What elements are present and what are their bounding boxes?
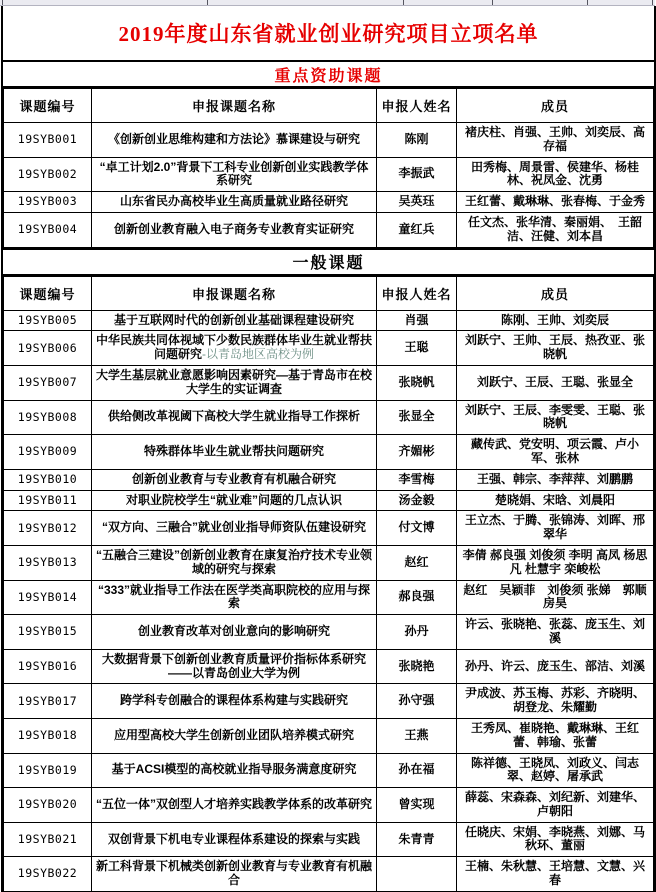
project-row: [4, 123, 654, 158]
project-code-cell: 19SYB008: [4, 400, 92, 435]
project-name-cell: 基于ACSI模型的高校就业指导服务满意度研究: [92, 753, 377, 788]
project-code-cell: 19SYB011: [4, 490, 92, 511]
members-cell: 李倩 郝良强 刘俊须 李明 高凤 杨思凡 杜慧宇 栾峻松: [457, 545, 654, 580]
members-cell: 孙丹、许云、庞玉生、部洁、刘溪: [457, 649, 654, 684]
applicant-cell: 李雪梅: [377, 469, 457, 490]
applicant-cell: 孙丹: [377, 615, 457, 650]
project-code-cell: 19SYB010: [4, 469, 92, 490]
project-row: [4, 580, 654, 615]
column-header: 申报课题名称: [92, 276, 377, 310]
column-header: 申报课题名称: [92, 89, 377, 123]
project-row: [4, 753, 654, 788]
project-name-cell: “五位一体”双创型人才培养实践教学体系的改革研究: [92, 788, 377, 823]
applicant-cell: 朱青青: [377, 822, 457, 857]
members-cell: 王立杰、于腾、张锦涛、刘晖、邢翠华: [457, 511, 654, 546]
project-name-cell: 大数据背景下创新创业教育质量评价指标体系研究——以青岛创业大学为例: [92, 649, 377, 684]
project-row: [4, 545, 654, 580]
project-name-cell: 创新创业教育融入电子商务专业教育实证研究: [92, 212, 377, 247]
project-section: [3, 60, 654, 248]
members-cell: 刘跃宁、王帅、王辰、热孜亚、张晓帆: [457, 331, 654, 366]
project-list-document: [1, 6, 656, 892]
applicant-cell: 郝良强: [377, 580, 457, 615]
project-row: [4, 511, 654, 546]
column-header: 申报人姓名: [377, 276, 457, 310]
project-name-cell: 应用型高校大学生创新创业团队培养模式研究: [92, 718, 377, 753]
members-cell: 褚庆柱、肖强、王帅、刘奕辰、高存福: [457, 123, 654, 158]
project-row: [4, 310, 654, 331]
project-row: [4, 857, 654, 892]
column-header: 成员: [457, 89, 654, 123]
members-cell: 许云、张晓艳、张蕊、庞玉生、刘溪: [457, 615, 654, 650]
project-name-cell: 跨学科专创融合的课程体系构建与实践研究: [92, 684, 377, 719]
project-code-cell: 19SYB022: [4, 857, 92, 892]
project-row: [4, 822, 654, 857]
column-header: 成员: [457, 276, 654, 310]
project-name-cell: 山东省民办高校毕业生高质量就业路径研究: [92, 192, 377, 213]
table-body: [4, 310, 654, 891]
project-row: [4, 684, 654, 719]
project-row: [4, 400, 654, 435]
project-name-cell: 双创背景下机电专业课程体系建设的探索与实践: [92, 822, 377, 857]
applicant-cell: 汤金毅: [377, 490, 457, 511]
table-border-tick: [403, 0, 404, 5]
table-border-tick: [492, 0, 493, 5]
applicant-cell: 李振武: [377, 157, 457, 192]
project-row: [4, 469, 654, 490]
applicant-cell: 童红兵: [377, 212, 457, 247]
project-code-cell: 19SYB001: [4, 123, 92, 158]
project-row: [4, 649, 654, 684]
project-name-cell: 特殊群体毕业生就业帮扶问题研究: [92, 435, 377, 470]
members-cell: 王强、韩宗、李萍萍、刘鹏鹏: [457, 469, 654, 490]
project-row: [4, 490, 654, 511]
table-body: [4, 123, 654, 248]
table-border-tick: [587, 0, 588, 5]
project-code-cell: 19SYB007: [4, 365, 92, 400]
project-name-cell: 大学生基层就业意愿影响因素研究—基于青岛市在校大学生的实证调查: [92, 365, 377, 400]
project-name-cell: 对职业院校学生“就业难”问题的几点认识: [92, 490, 377, 511]
project-code-cell: 19SYB016: [4, 649, 92, 684]
project-row: [4, 435, 654, 470]
table-border-tick: [2, 0, 3, 5]
section-heading: 一般课题: [3, 248, 654, 276]
project-code-cell: 19SYB005: [4, 310, 92, 331]
project-name-cell: 《创新创业思维构建和方法论》慕课建设与研究: [92, 123, 377, 158]
applicant-cell: 齐媚彬: [377, 435, 457, 470]
table-header-row: [4, 276, 654, 310]
cropped-previous-row-strip: [0, 0, 655, 6]
sections-host: [3, 60, 654, 892]
project-code-cell: 19SYB014: [4, 580, 92, 615]
members-cell: 王红蕾、戴琳琳、张春梅、于金秀: [457, 192, 654, 213]
column-header: 申报人姓名: [377, 89, 457, 123]
project-code-cell: 19SYB015: [4, 615, 92, 650]
applicant-cell: 肖强: [377, 310, 457, 331]
applicant-cell: 吴英珏: [377, 192, 457, 213]
project-section: [3, 248, 654, 892]
project-name-cell: “333”就业指导工作法在医学类高职院校的应用与探索: [92, 580, 377, 615]
applicant-cell: 张晓帆: [377, 365, 457, 400]
members-cell: 陈祥德、王晓凤、刘政义、闫志翠、赵婷、屠承武: [457, 753, 654, 788]
project-name-cell: “双方向、三融合”就业创业指导师资队伍建设研究: [92, 511, 377, 546]
project-row: [4, 331, 654, 366]
applicant-cell: 孙在福: [377, 753, 457, 788]
project-code-cell: 19SYB004: [4, 212, 92, 247]
members-cell: 田秀梅、周景雷、侯建华、杨桂林、祝凤金、沈勇: [457, 157, 654, 192]
members-cell: 藏传武、党安明、项云霞、卢小军、张林: [457, 435, 654, 470]
column-header: 课题编号: [4, 276, 92, 310]
table-border-tick: [207, 0, 208, 5]
members-cell: 王楠、朱秋慧、王培慧、文慧、兴春: [457, 857, 654, 892]
applicant-cell: 王聪: [377, 331, 457, 366]
project-code-cell: 19SYB009: [4, 435, 92, 470]
project-row: [4, 212, 654, 247]
project-row: [4, 615, 654, 650]
members-cell: 刘跃宁、王辰、李雯雯、王聪、张晓帆: [457, 400, 654, 435]
members-cell: 赵红 吴颖菲 刘俊须 张娣 郭顺 房昊: [457, 580, 654, 615]
project-code-cell: 19SYB002: [4, 157, 92, 192]
project-row: [4, 718, 654, 753]
project-row: [4, 157, 654, 192]
project-name-cell: 基于互联网时代的创新创业基础课程建设研究: [92, 310, 377, 331]
applicant-cell: 孙守强: [377, 684, 457, 719]
project-code-cell: 19SYB019: [4, 753, 92, 788]
members-cell: 刘跃宁、王辰、王聪、张显全: [457, 365, 654, 400]
project-row: [4, 192, 654, 213]
applicant-cell: 王燕: [377, 718, 457, 753]
applicant-cell: 赵红: [377, 545, 457, 580]
project-name-cell: 创新创业教育与专业教育有机融合研究: [92, 469, 377, 490]
projects-table: [3, 276, 654, 892]
members-cell: 楚晓娟、宋晗、刘晨阳: [457, 490, 654, 511]
section-heading: 重点资助课题: [3, 60, 654, 88]
column-header: 课题编号: [4, 89, 92, 123]
members-cell: 任文杰、张华清、秦丽娟、 王韶洁、汪健、刘本昌: [457, 212, 654, 247]
applicant-cell: 张晓艳: [377, 649, 457, 684]
project-name-cell: “五融合三建设”创新创业教育在康复治疗技术专业领域的研究与探索: [92, 545, 377, 580]
table-header-row: [4, 89, 654, 123]
applicant-cell: 张显全: [377, 400, 457, 435]
members-cell: 王秀凤、崔晓艳、戴琳琳、王红蕾、韩瑜、张蕾: [457, 718, 654, 753]
project-name-suffix: -以青岛地区高校为例: [202, 347, 314, 362]
project-code-cell: 19SYB017: [4, 684, 92, 719]
project-code-cell: 19SYB020: [4, 788, 92, 823]
project-name-cell: 供给侧改革视阈下高校大学生就业指导工作探析: [92, 400, 377, 435]
project-code-cell: 19SYB013: [4, 545, 92, 580]
project-code-cell: 19SYB018: [4, 718, 92, 753]
project-code-cell: 19SYB021: [4, 822, 92, 857]
projects-table: [3, 88, 654, 248]
table-border-tick: [652, 0, 653, 5]
members-cell: 薛蕊、宋森森、刘纪新、刘建华、卢朝阳: [457, 788, 654, 823]
project-row: [4, 365, 654, 400]
members-cell: 尹成波、苏玉梅、苏彩、齐晓明、胡登龙、朱耀勤: [457, 684, 654, 719]
project-code-cell: 19SYB012: [4, 511, 92, 546]
members-cell: 任晓庆、宋娟、李晓燕、刘娜、马秋环、董丽: [457, 822, 654, 857]
page-title: 2019年度山东省就业创业研究项目立项名单: [118, 22, 539, 46]
applicant-cell: [377, 857, 457, 892]
project-row: [4, 788, 654, 823]
project-code-cell: 19SYB003: [4, 192, 92, 213]
project-name-cell: 中华民族共同体视域下少数民族群体毕业生就业帮扶问题研究-以青岛地区高校为例: [92, 331, 377, 366]
applicant-cell: 曾实现: [377, 788, 457, 823]
members-cell: 陈刚、王帅、刘奕辰: [457, 310, 654, 331]
project-name-cell: “卓工计划2.0”背景下工科专业创新创业实践教学体系研究: [92, 157, 377, 192]
applicant-cell: 陈刚: [377, 123, 457, 158]
applicant-cell: 付文博: [377, 511, 457, 546]
project-name-cell: 创业教育改革对创业意向的影响研究: [92, 615, 377, 650]
project-name-cell: 新工科背景下机械类创新创业教育与专业教育有机融合: [92, 857, 377, 892]
project-code-cell: 19SYB006: [4, 331, 92, 366]
